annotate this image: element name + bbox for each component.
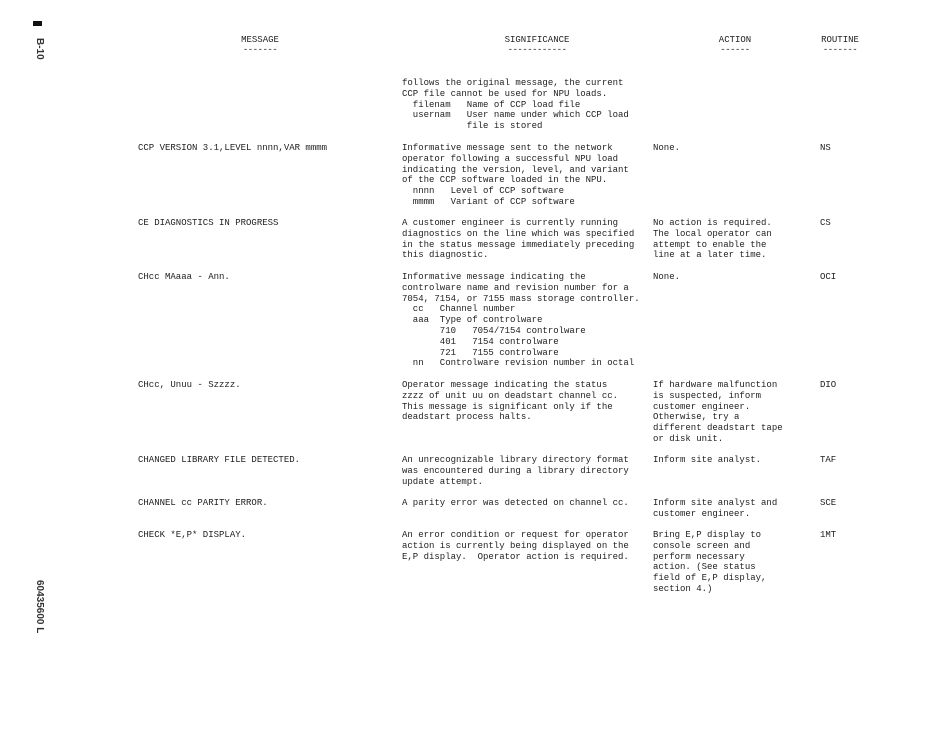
page-edge-mark	[33, 21, 42, 26]
message-cell: CHcc, Unuu - Szzzz.	[138, 380, 241, 390]
routine-cell: TAF	[820, 455, 837, 465]
action-cell: Inform site analyst.	[653, 455, 762, 465]
action-cell: No action is required. The local operator can attempt to enable the line at a later time.	[653, 218, 772, 261]
routine-cell: NS	[820, 143, 831, 153]
header-routine	[815, 35, 865, 55]
header-underline: ------------	[507, 45, 567, 55]
significance-cell: Informative message sent to the network operator following a successful NPU load indicating the version, level, and variant of the CCP software loaded in the NPU. nnnn Level of CCP software mmmm Variant of CCP software	[402, 143, 629, 207]
header-message	[230, 35, 290, 55]
routine-cell: SCE	[820, 498, 837, 508]
action-cell: Inform site analyst and customer engineer.	[653, 498, 778, 519]
action-cell: None.	[653, 272, 681, 282]
routine-cell: CS	[820, 218, 831, 228]
header-action-label: ACTION	[718, 35, 752, 45]
significance-cell: Informative message indicating the controlware name and revision number for a 7054, 7154, or 7155 mass storage controller. cc Channel number aaa Type of controlware 710 7054/7154 controlware 401 7154 controlware 721 7155 controlware nn Controlware revision number in octal	[402, 272, 640, 369]
message-cell: CHANGED LIBRARY FILE DETECTED.	[138, 455, 301, 465]
action-cell: Bring E,P display to console screen and perform necessary action. (See status field of E,P display, section 4.)	[653, 530, 767, 594]
significance-cell: follows the original message, the current CCP file cannot be used for NPU loads. filenam Name of CCP load file usernam User name under which CCP load file is stored	[402, 78, 629, 132]
header-significance	[497, 35, 577, 55]
header-underline: -------	[242, 45, 278, 55]
header-routine-label: ROUTINE	[821, 35, 859, 45]
routine-cell: DIO	[820, 380, 837, 390]
significance-cell: Operator message indicating the status zzzz of unit uu on deadstart channel cc. This message is significant only if the deadstart process halts.	[402, 380, 619, 423]
header-underline: -------	[822, 45, 858, 55]
message-cell: CE DIAGNOSTICS IN PROGRESS	[138, 218, 279, 228]
action-cell: None.	[653, 143, 681, 153]
message-cell: CHANNEL cc PARITY ERROR.	[138, 498, 268, 508]
message-cell: CHcc MAaaa - Ann.	[138, 272, 230, 282]
document-number-label: 60435600 L	[34, 580, 45, 634]
significance-cell: A parity error was detected on channel cc.	[402, 498, 629, 508]
header-significance-label: SIGNIFICANCE	[504, 35, 570, 45]
significance-cell: An error condition or request for operator action is currently being displayed on the E,P display. Operator action is required.	[402, 530, 629, 562]
message-cell: CHECK *E,P* DISPLAY.	[138, 530, 247, 540]
header-action	[710, 35, 760, 55]
routine-cell: 1MT	[820, 530, 837, 540]
routine-cell: OCI	[820, 272, 837, 282]
significance-cell: A customer engineer is currently running diagnostics on the line which was specified in the status message immediately preceding this diagnostic.	[402, 218, 635, 261]
message-cell: CCP VERSION 3.1,LEVEL nnnn,VAR mmmm	[138, 143, 328, 153]
significance-cell: An unrecognizable library directory format was encountered during a library directory update attempt.	[402, 455, 629, 487]
action-cell: If hardware malfunction is suspected, inform customer engineer. Otherwise, try a different deadstart tape or disk unit.	[653, 380, 783, 444]
header-message-label: MESSAGE	[241, 35, 279, 45]
header-underline: ------	[720, 45, 750, 55]
page-number-label: B-10	[34, 38, 45, 60]
